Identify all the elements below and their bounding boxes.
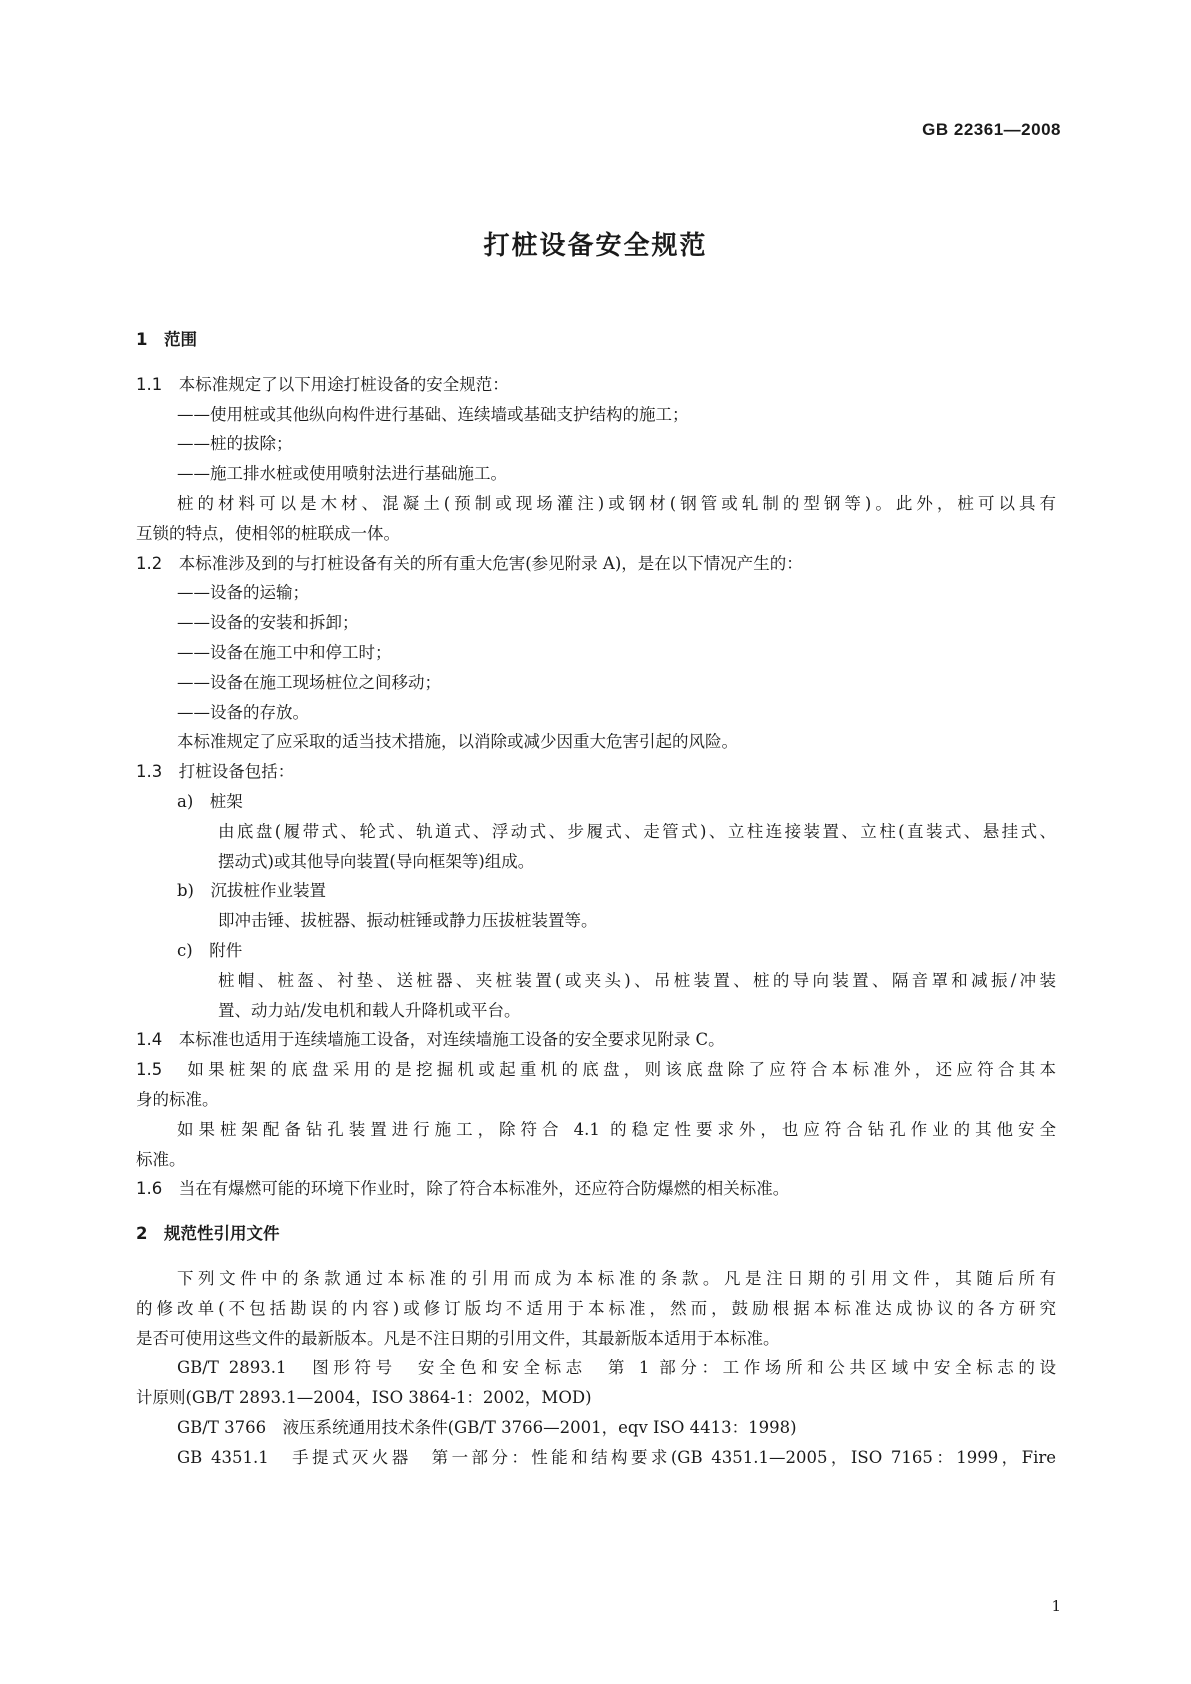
clause-text: 当在有爆燃可能的环境下作业时，除了符合本标准外，还应符合防爆燃的相关标准。	[178, 1179, 790, 1199]
page-number: 1	[1051, 1597, 1061, 1615]
clause-text: 本标准也适用于连续墙施工设备，对连续墙施工设备的安全要求见附录 C。	[178, 1030, 725, 1050]
item-title: 桩架	[209, 791, 243, 811]
clause-1-1	[136, 370, 1056, 400]
clause-1-5	[136, 1055, 1056, 1085]
list-item: ——使用桩或其他纵向构件进行基础、连续墙或基础支护结构的施工；	[177, 404, 689, 424]
reference-item: 计原则(GB/T 2893.1—2004，ISO 3864-1：2002，MOD)	[136, 1388, 592, 1408]
spacer	[136, 1249, 1056, 1264]
item-label: a)	[177, 791, 194, 811]
paragraph-line: 置、动力站/发电机和载人升降机或平台。	[218, 1000, 521, 1020]
clause-number: 1.1	[136, 374, 163, 394]
paragraph-line: 标准。	[136, 1149, 186, 1169]
document-title: 打桩设备安全规范	[483, 231, 708, 261]
list-item: ——设备的安装和拆卸；	[177, 613, 359, 633]
reference-item: GB/T 2893.1 图形符号 安全色和安全标志 第 1 部分：工作场所和公共区域中安全标志的设	[177, 1358, 1056, 1378]
clause-number: 1.4	[136, 1030, 163, 1050]
clause-1-6	[136, 1174, 1056, 1204]
paragraph-line: 由底盘(履带式、轮式、轨道式、浮动式、步履式、走管式)、立柱连接装置、立柱(直装式、悬挂式、	[218, 821, 1056, 841]
paragraph-line: 是否可使用这些文件的最新版本。凡是不注日期的引用文件，其最新版本适用于本标准。	[136, 1328, 780, 1348]
paragraph-line: 即冲击锤、拔桩器、振动桩锤或静力压拔桩装置等。	[218, 911, 598, 931]
list-item: ——设备在施工现场桩位之间移动；	[177, 672, 441, 692]
paragraph-line: 的修改单(不包括勘误的内容)或修订版均不适用于本标准，然而，鼓励根据本标准达成协议的各方研究	[136, 1298, 1056, 1318]
item-title: 附件	[209, 940, 243, 960]
paragraph-line: 下列文件中的条款通过本标准的引用而成为本标准的条款。凡是注日期的引用文件，其随后所有	[177, 1268, 1056, 1288]
paragraph-line: 摆动式)或其他导向装置(导向框架等)组成。	[218, 851, 535, 871]
item-title: 沉拔桩作业装置	[210, 881, 326, 901]
section-2-heading: 2 规范性引用文件	[136, 1224, 280, 1244]
paragraph-line: 桩帽、桩盔、衬垫、送桩器、夹桩装置(或夹头)、吊桩装置、桩的导向装置、隔音罩和减振/冲装	[218, 970, 1056, 990]
list-item: ——施工排水桩或使用喷射法进行基础施工。	[177, 464, 507, 484]
section-1-heading: 1 范围	[136, 330, 197, 349]
clause-number: 1.3	[136, 762, 163, 782]
spacer	[136, 1204, 1056, 1219]
spacer	[136, 355, 1056, 370]
list-item: ——设备在施工中和停工时；	[177, 642, 392, 662]
paragraph-line: 如果桩架配备钻孔装置进行施工，除符合 4.1 的稳定性要求外，也应符合钻孔作业的其他安全	[177, 1119, 1056, 1139]
standard-code: GB 22361—2008	[922, 120, 1061, 139]
clause-text: 打桩设备包括：	[178, 762, 295, 782]
item-label: c)	[177, 940, 193, 960]
clause-1-4	[136, 1025, 1056, 1055]
clause-number: 1.5	[136, 1060, 163, 1080]
list-item-c	[136, 936, 1056, 966]
reference-item: GB 4351.1 手提式灭火器 第一部分：性能和结构要求(GB 4351.1—2005，ISO 7165：1999，Fire	[177, 1447, 1056, 1467]
list-item: ——设备的运输；	[177, 583, 309, 603]
clause-text: 本标准涉及到的与打桩设备有关的所有重大危害(参见附录 A)，是在以下情况产生的：	[178, 553, 803, 573]
clause-1-3	[136, 757, 1056, 787]
clause-number: 1.2	[136, 553, 163, 573]
list-item-b	[136, 876, 1056, 906]
paragraph-line: 本标准规定了应采取的适当技术措施，以消除或减少因重大危害引起的风险。	[177, 732, 738, 752]
clause-1-2	[136, 549, 1056, 579]
paragraph-line: 身的标准。	[136, 1089, 219, 1109]
list-item-a	[136, 787, 1056, 817]
clause-text: 如果桩架的底盘采用的是挖掘机或起重机的底盘，则该底盘除了应符合本标准外，还应符合其本	[187, 1060, 1056, 1080]
item-label: b)	[177, 881, 194, 901]
paragraph-line: 桩的材料可以是木材、混凝土(预制或现场灌注)或钢材(钢管或轧制的型钢等)。此外，桩可以具有	[177, 493, 1056, 513]
clause-number: 1.6	[136, 1179, 163, 1199]
list-item: ——设备的存放。	[177, 702, 309, 722]
document-body	[136, 325, 1056, 1472]
paragraph-line: 互锁的特点，使相邻的桩联成一体。	[136, 523, 400, 543]
list-item: ——桩的拔除；	[177, 434, 293, 454]
clause-text: 本标准规定了以下用途打桩设备的安全规范：	[178, 374, 509, 394]
reference-item: GB/T 3766 液压系统通用技术条件(GB/T 3766—2001，eqv ISO 4413：1998)	[177, 1417, 797, 1437]
